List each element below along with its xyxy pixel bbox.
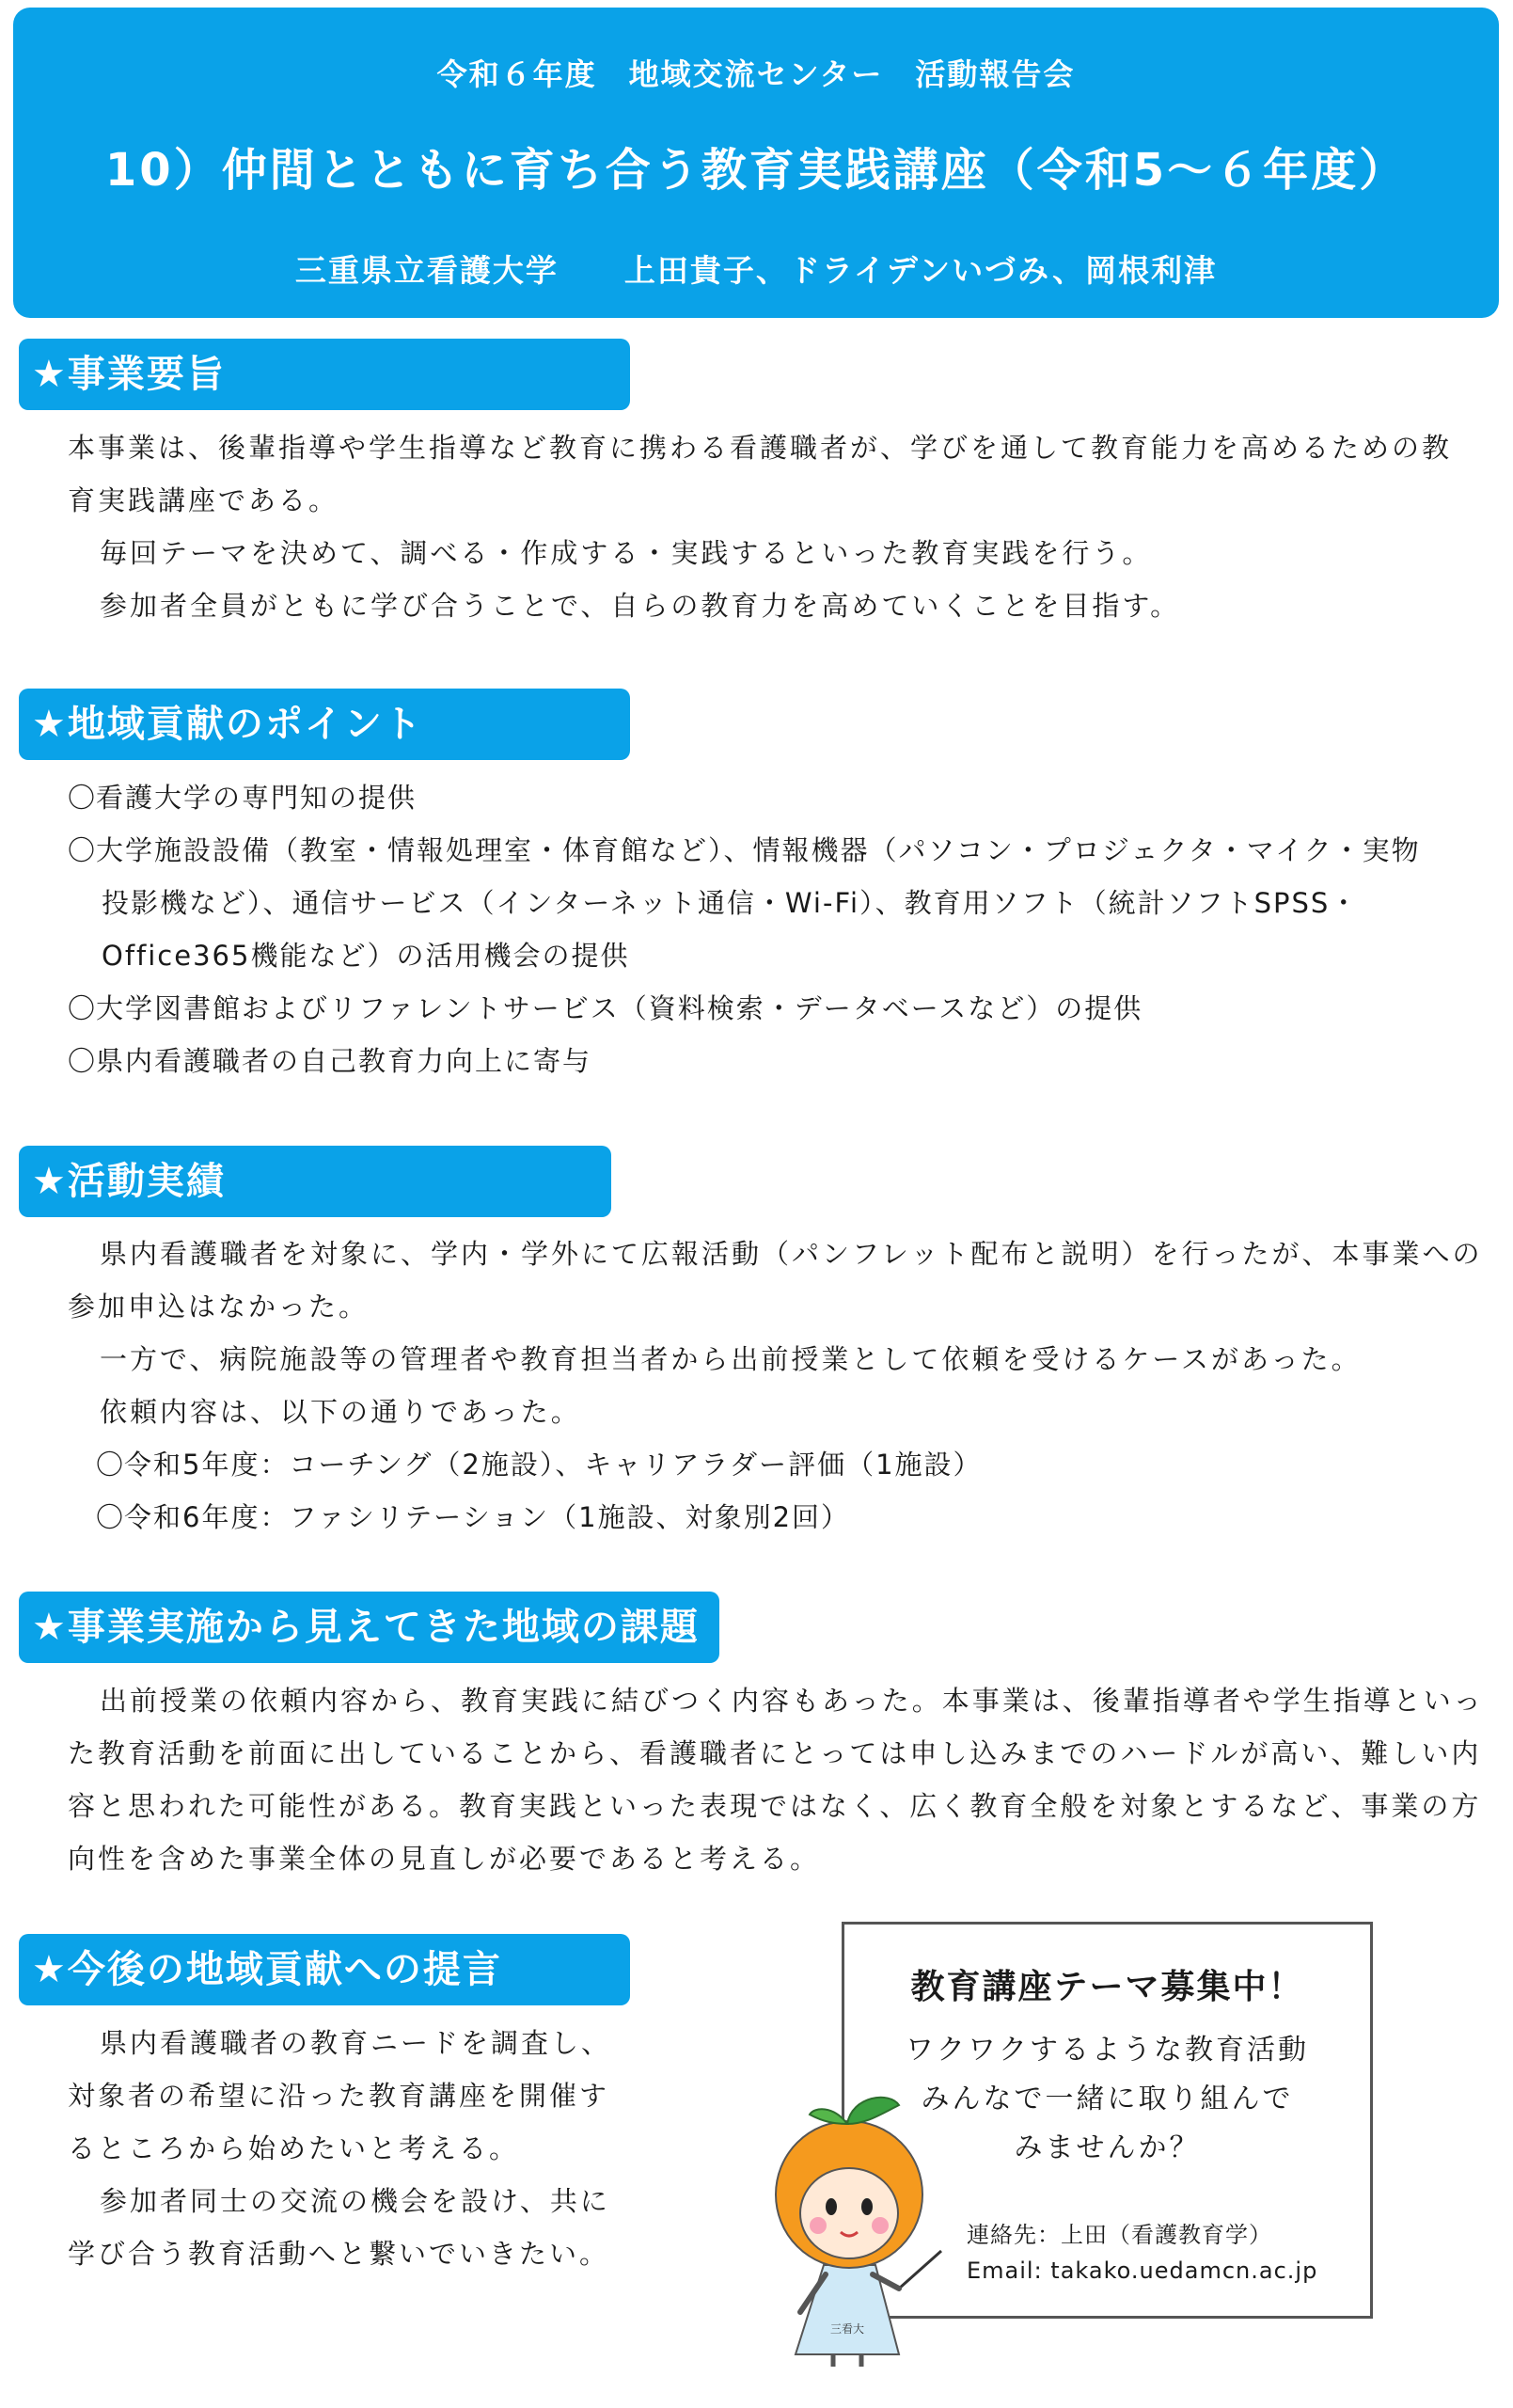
section-heading-summary: ★事業要旨 [19,339,630,410]
bullet-circle-icon: 〇 [68,1045,98,1077]
summary-paragraph-2: 毎回テーマを決めて、調べる・作成する・実践するといった教育実践を行う。 [100,537,1153,569]
page-title: 10）仲間とともに育ち合う教育実践講座（令和5～６年度） [104,144,1408,197]
summary-paragraph-1a: 本事業は、後輩指導や学生指導など教育に携わる看護職者が、学びを通して教育能力を高めるための教 [68,432,1453,464]
list-item: 〇大学図書館およびリファレントサービス（資料検索・データベースなど）の提供 [68,982,1450,1035]
results-paragraph-2: 一方で、病院施設等の管理者や教育担当者から出前授業として依頼を受けるケースがあった。 [100,1343,1362,1375]
list-item: 〇大学施設設備（教室・情報処理室・体育館など）、情報機器（パソコン・プロジェクタ・マイク・実物 [68,824,1450,877]
proposal-line-3: るところから始めたいと考える。 [68,2132,520,2164]
list-item: 〇看護大学の専門知の提供 [68,771,1450,824]
results-paragraph-1b: 参加申込はなかった。 [68,1291,370,1323]
proposal-line-4: 参加者同士の交流の機会を設け、共に [100,2185,610,2217]
issues-line-3: 容と思われた可能性がある。教育実践といった表現ではなく、広く教育全般を対象とするなど、事業の方 [68,1790,1482,1822]
section-heading-proposal: ★今後の地域貢献への提言 [19,1934,630,2005]
list-item-continuation: Office365機能など）の活用機会の提供 [102,940,630,972]
issues-line-4: 向性を含めた事業全体の見直しが必要であると考える。 [68,1843,821,1875]
header-banner [13,8,1499,318]
meeting-title: 令和６年度 地域交流センター 活動報告会 [436,56,1076,92]
results-paragraph-3: 依頼内容は、以下の通りであった。 [100,1396,581,1428]
section-heading-issues: ★事業実施から見えてきた地域の課題 [19,1592,719,1663]
proposal-line-2: 対象者の希望に沿った教育講座を開催す [68,2080,610,2112]
bullet-circle-icon: 〇 [96,1501,126,1533]
callout-title: 教育講座テーマ募集中！ [910,1968,1304,2006]
bullet-circle-icon: 〇 [68,782,98,814]
issues-line-1: 出前授業の依頼内容から、教育実践に結びつく内容もあった。本事業は、後輩指導者や学生指導といっ [100,1685,1484,1717]
contact-name: 連絡先：上田（看護教育学） [967,2222,1272,2248]
summary-paragraph-1b: 育実践講座である。 [68,484,339,516]
mascot-orange-character-icon [758,2086,946,2368]
issues-line-2: た教育活動を前面に出していることから、看護職者にとっては申し込みまでのハードルが高い、難しい内 [68,1737,1482,1769]
bullet-circle-icon: 〇 [68,834,98,866]
callout-line-3: みませんか？ [1014,2131,1201,2164]
summary-paragraph-3: 参加者全員がともに学び合うことで、自らの教育力を高めていくことを目指す。 [100,590,1181,622]
bullet-circle-icon: 〇 [68,992,98,1024]
section-heading-results: ★活動実績 [19,1146,611,1217]
list-item-continuation: 投影機など）、通信サービス（インターネット通信・Wi-Fi）、教育用ソフト（統計ソフトSPSS・ [102,887,1360,919]
list-item: 〇令和5年度：コーチング（2施設）、キャリアラダー評価（1施設） [96,1438,1478,1491]
bullet-circle-icon: 〇 [96,1449,126,1481]
mascot-label: 三看大 [829,2322,865,2336]
proposal-line-5: 学び合う教育活動へと繋いでいきたい。 [68,2238,610,2270]
contact-email: Email: takako.uedamcn.ac.jp [967,2258,1318,2284]
list-item: 〇令和6年度：ファシリテーション（1施設、対象別2回） [96,1491,1478,1544]
authors: 三重県立看護大学 上田貴子、ドライデンいづみ、岡根利津 [294,252,1218,289]
proposal-line-1: 県内看護職者の教育ニードを調査し、 [100,2027,612,2059]
results-paragraph-1a: 県内看護職者を対象に、学内・学外にて広報活動（パンフレット配布と説明）を行ったが、本事業への [100,1238,1483,1270]
callout-line-1: ワクワクするような教育活動 [906,2034,1309,2067]
list-item: 〇県内看護職者の自己教育力向上に寄与 [68,1035,1450,1087]
section-heading-contribution: ★地域貢献のポイント [19,689,630,760]
callout-line-2: みんなで一緒に取り組んで [921,2083,1294,2115]
